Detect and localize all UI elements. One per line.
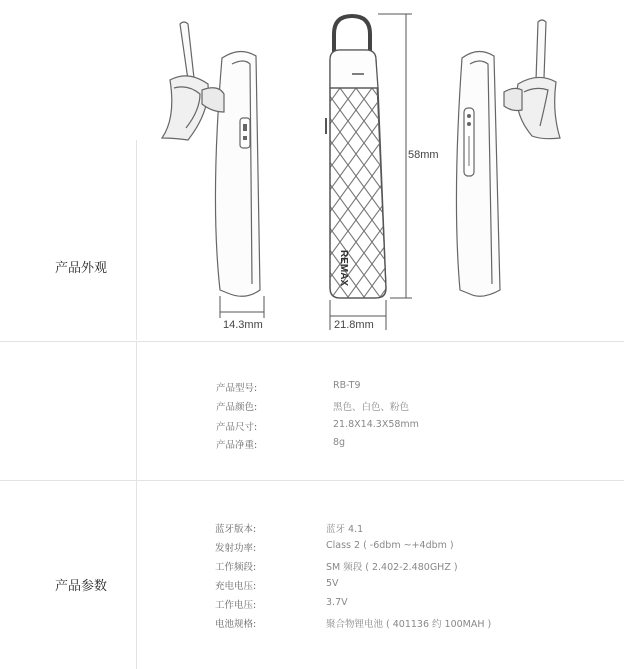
spec-value-color: 黑色、白色、粉色 xyxy=(333,402,410,413)
column-divider-mid xyxy=(136,341,137,481)
logo-text: REMAX xyxy=(338,250,349,287)
param-key-work-voltage: 工作电压: xyxy=(215,600,257,611)
param-value-band: SM 频段 ( 2.402-2.480GHZ ) xyxy=(326,562,458,573)
param-key-bluetooth: 蓝牙版本: xyxy=(215,524,257,535)
spec-key-model: 产品型号: xyxy=(216,383,258,394)
width-label: 21.8mm xyxy=(334,319,374,331)
param-value-battery: 聚合物锂电池 ( 401136 约 100MAH ) xyxy=(326,619,492,630)
column-divider-top xyxy=(136,140,137,340)
params-label: 产品参数 xyxy=(55,579,108,594)
param-value-power: Class 2 ( -6dbm ~+4dbm ) xyxy=(326,540,454,551)
param-value-bluetooth: 蓝牙 4.1 xyxy=(326,524,364,535)
spec-value-size: 21.8X14.3X58mm xyxy=(333,419,419,430)
param-value-work-voltage: 3.7V xyxy=(326,597,348,608)
column-divider-bottom xyxy=(136,481,137,669)
param-value-charge-voltage: 5V xyxy=(326,578,339,589)
section-divider-1 xyxy=(0,341,624,342)
side-view-right xyxy=(456,20,560,296)
height-label: 58mm xyxy=(408,149,439,161)
param-key-band: 工作频段: xyxy=(215,562,257,573)
spec-key-size: 产品尺寸: xyxy=(216,422,258,433)
thickness-label: 14.3mm xyxy=(223,319,263,331)
spec-key-color: 产品颜色: xyxy=(216,402,258,413)
param-key-power: 发射功率: xyxy=(215,543,257,554)
spec-value-weight: 8g xyxy=(333,437,346,448)
param-key-charge-voltage: 充电电压: xyxy=(215,581,257,592)
section-divider-2 xyxy=(0,480,624,481)
param-key-battery: 电池规格: xyxy=(215,619,257,630)
thickness-dimension xyxy=(220,296,264,318)
side-view-left xyxy=(162,22,260,296)
appearance-label: 产品外观 xyxy=(55,261,108,276)
spec-value-model: RB-T9 xyxy=(333,380,361,391)
spec-key-weight: 产品净重: xyxy=(216,440,258,451)
front-view xyxy=(326,16,386,298)
earphone-illustration xyxy=(140,0,632,340)
